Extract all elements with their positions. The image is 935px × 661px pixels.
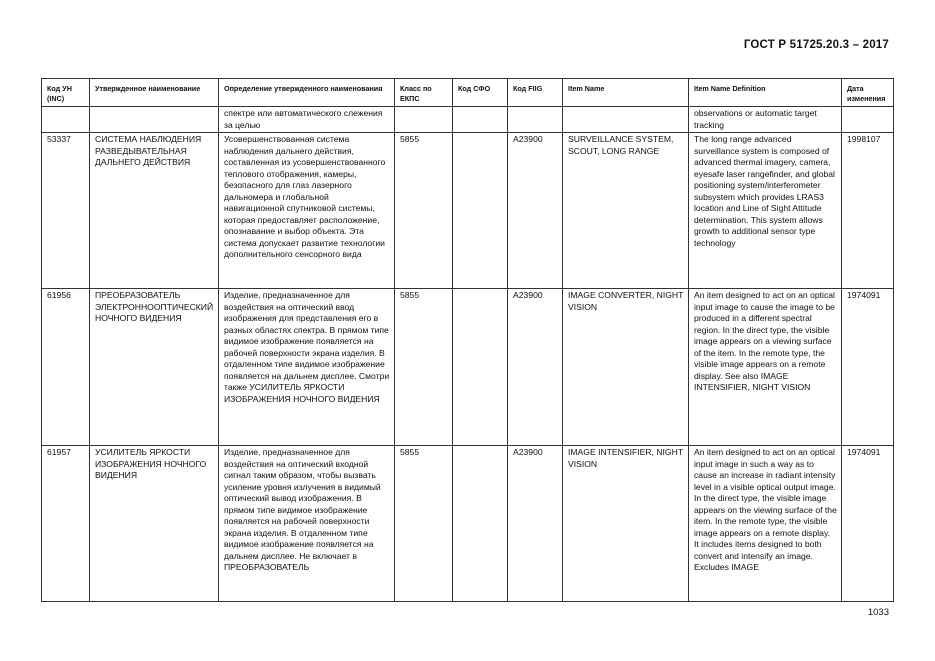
col-header-fiig: Код FIIG <box>508 79 563 107</box>
cell-name <box>90 107 219 133</box>
col-header-item-name: Item Name <box>563 79 689 107</box>
cell-date: 1974091 <box>842 446 894 602</box>
cell-ekps: 5855 <box>395 289 453 446</box>
cell-item-name: IMAGE CONVERTER, NIGHT VISION <box>563 289 689 446</box>
col-header-date: Дата изменения <box>842 79 894 107</box>
cell-inc: 53337 <box>42 133 90 289</box>
standard-header: ГОСТ Р 51725.20.3 – 2017 <box>743 39 889 51</box>
cell-inc: 61956 <box>42 289 90 446</box>
cell-definition: спектре или автоматического слежения за целью <box>219 107 395 133</box>
col-header-inc: Код УН (INC) <box>42 79 90 107</box>
cell-ekps <box>395 107 453 133</box>
cell-inc: 61957 <box>42 446 90 602</box>
cell-fiig: A23900 <box>508 289 563 446</box>
cell-ekps: 5855 <box>395 446 453 602</box>
cell-item-name <box>563 107 689 133</box>
table-row <box>42 133 894 289</box>
cell-item-definition: An item designed to act on an optical input image to cause the image to be produced in a different spectral region. In the direct type, the visible image appears on a viewing surface of the item. In the remote type, the visible image appears on a remote display. See also IMAGE INTENSIFIER, NIGHT VISION <box>689 289 842 446</box>
cell-sfo <box>453 446 508 602</box>
table-row <box>42 107 894 133</box>
cell-date: 1998107 <box>842 133 894 289</box>
cell-date: 1974091 <box>842 289 894 446</box>
cell-item-definition: The long range advanced surveillance system is composed of advanced thermal imagery, camera, eyesafe laser rangefinder, and global positioning system/interferometer subsystem which provides LRAS3 location and Line of Sight Attitude determination. This system allows growth to additional sensor type technology <box>689 133 842 289</box>
cell-name: УСИЛИТЕЛЬ ЯРКОСТИ ИЗОБРАЖЕНИЯ НОЧНОГО ВИДЕНИЯ <box>90 446 219 602</box>
cell-item-name: IMAGE INTENSIFIER, NIGHT VISION <box>563 446 689 602</box>
col-header-name: Утвержденное наименование <box>90 79 219 107</box>
col-header-item-definition: Item Name Definition <box>689 79 842 107</box>
cell-item-definition: observations or automatic target tracking <box>689 107 842 133</box>
table-row <box>42 446 894 602</box>
cell-sfo <box>453 107 508 133</box>
cell-fiig: A23900 <box>508 446 563 602</box>
cell-ekps: 5855 <box>395 133 453 289</box>
col-header-sfo: Код СФО <box>453 79 508 107</box>
cell-item-name: SURVEILLANCE SYSTEM, SCOUT, LONG RANGE <box>563 133 689 289</box>
cell-item-definition: An item designed to act on an optical input image in such a way as to cause an increase in radiant intensity level in a visible optical output image. In the direct type, the visible image appears on the viewing surface of the item. In the remote type, the visible image appears on a remote display. It includes items designed to both convert and intensify an image. Excludes IMAGE <box>689 446 842 602</box>
page-number: 1033 <box>867 607 889 618</box>
cell-name: СИСТЕМА НАБЛЮДЕНИЯ РАЗВЕДЫВАТЕЛЬНАЯ ДАЛЬНЕГО ДЕЙСТВИЯ <box>90 133 219 289</box>
cell-date <box>842 107 894 133</box>
cell-fiig <box>508 107 563 133</box>
cell-sfo <box>453 133 508 289</box>
items-table <box>41 78 894 602</box>
cell-definition: Усовершенствованная система наблюдения дальнего действия, составленная из усовершенствованного теплового отображения, камеры, безопасного для глаз лазерного дальномера и глобальной навигационной спутниковой системы, которая предоставляет расположение, опознавание и выбор объекта. Эта система допускает развитие технологии дополнительного сенсорного вида <box>219 133 395 289</box>
cell-definition: Изделие, предназначенное для воздействия на оптический ввод изображения для представления его в разных областях спектра. В прямом типе видимое изображение появляется на рабочей поверхности экрана изделия. В отдаленном типе видимое изображение появляется на дальнем дисплее. Смотри также УСИЛИТЕЛЬ ЯРКОСТИ ИЗОБРАЖЕНИЯ НОЧНОГО ВИДЕНИЯ <box>219 289 395 446</box>
cell-sfo <box>453 289 508 446</box>
header-row <box>42 79 894 107</box>
cell-name: ПРЕОБРАЗОВАТЕЛЬ ЭЛЕКТРОННООПТИЧЕСКИЙ НОЧНОГО ВИДЕНИЯ <box>90 289 219 446</box>
table-row <box>42 289 894 446</box>
cell-inc <box>42 107 90 133</box>
cell-definition: Изделие, предназначенное для воздействия на оптический входной сигнал таким образом, чтобы вызвать усиление уровня излучения в видимый оптический вывод изображения. В прямом типе видимое изображение появляется на рабочей поверхности экрана изделия. В отдаленном типе видимое изображение появляется на дальнем дисплее. Не включает в ПРЕОБРАЗОВАТЕЛЬ <box>219 446 395 602</box>
cell-fiig: A23900 <box>508 133 563 289</box>
col-header-ekps: Класс по ЕКПС <box>395 79 453 107</box>
col-header-definition: Определение утвержденного наименования <box>219 79 395 107</box>
